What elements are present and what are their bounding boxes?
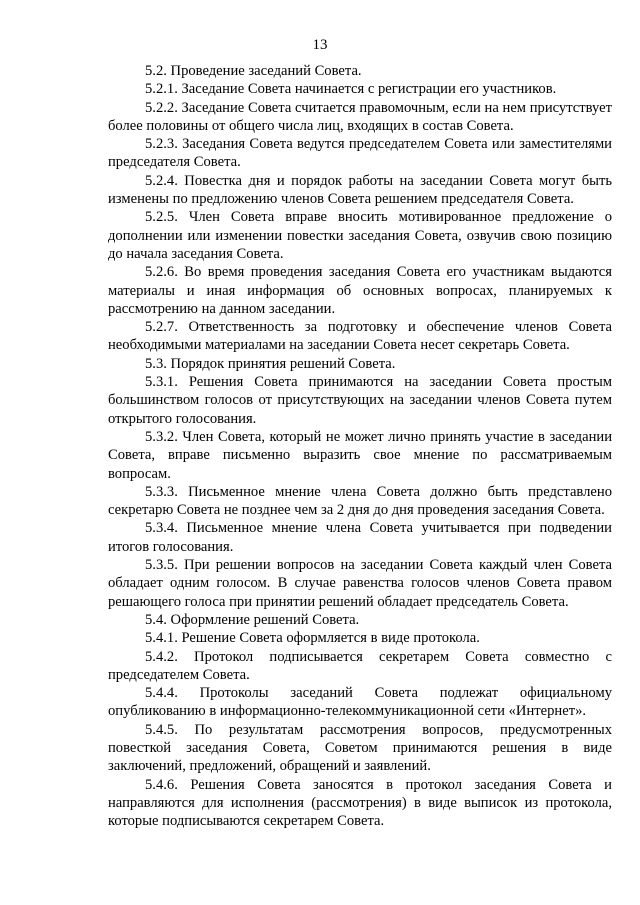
paragraph-5-2-7: 5.2.7. Ответственность за подготовку и обеспечение членов Совета необходимыми материалами на заседании Совета несет секретарь Совета. <box>108 319 612 354</box>
paragraph-5-3-1: 5.3.1. Решения Совета принимаются на заседании Совета простым большинством голосов от присутствующих на заседании членов Совета путем открытого голосования. <box>108 374 612 427</box>
paragraph-5-3-3: 5.3.3. Письменное мнение члена Совета должно быть представлено секретарю Совета не позднее чем за 2 дня до дня проведения заседания Совета. <box>108 483 612 519</box>
paragraph-5-3-5: 5.3.5. При решении вопросов на заседании Совета каждый член Совета обладает одним голосом. В случае равенства голосов членов Совета правом решающего голоса при принятии решений обладает председатель Совета. <box>108 557 612 610</box>
paragraph-5-2-4: 5.2.4. Повестка дня и порядок работы на заседании Совета могут быть изменены по предложению членов Совета решением председателя Совета. <box>108 172 612 208</box>
paragraph-5-2-6: 5.2.6. Во время проведения заседания Совета его участникам выдаются материалы и иная информация об основных вопросах, планируемых к рассмотрению на данном заседании. <box>108 264 612 317</box>
paragraph-5-4-5: 5.4.5. По результатам рассмотрения вопросов, предусмотренных повесткой заседания Совета, Советом принимаются решения в виде заключений, предложений, обращений и заявлений. <box>108 721 612 775</box>
paragraph-5-4-4: 5.4.4. Протоколы заседаний Совета подлежат официальному опубликованию в информационно-телекоммуникационной сети «Интернет». <box>108 685 612 720</box>
paragraph-5-4-1: 5.4.1. Решение Совета оформляется в виде протокола. <box>145 630 480 647</box>
paragraph-5-2-5: 5.2.5. Член Совета вправе вносить мотивированное предложение о дополнении или изменении повестки заседания Совета, озвучив свою позицию до начала заседания Совета. <box>108 209 612 262</box>
document-body <box>108 62 612 830</box>
paragraph-5-4-6: 5.4.6. Решения Совета заносятся в протокол заседания Совета и направляются для исполнения (рассмотрения) в виде выписок из протокола, которые подписываются секретарем Совета. <box>108 776 612 830</box>
paragraph-5-2-2: 5.2.2. Заседание Совета считается правомочным, если на нем присутствует более половины от общего числа лиц, входящих в состав Совета. <box>108 99 612 134</box>
paragraph-5-4-2: 5.4.2. Протокол подписывается секретарем Совета совместно с председателем Совета. <box>108 648 612 683</box>
page-number: 13 <box>312 37 328 53</box>
paragraph-5-3-4: 5.3.4. Письменное мнение члена Совета учитывается при подведении итогов голосования. <box>108 520 612 555</box>
paragraph-5-2: 5.2. Проведение заседаний Совета. <box>145 63 362 79</box>
paragraph-5-4: 5.4. Оформление решений Совета. <box>145 611 360 628</box>
paragraph-5-2-1: 5.2.1. Заседание Совета начинается с регистрации его участников. <box>145 81 557 98</box>
paragraph-5-3-2: 5.3.2. Член Совета, который не может лично принять участие в заседании Совета, вправе письменно выразить свое мнение по рассматриваемым вопросам. <box>108 428 612 482</box>
paragraph-5-2-3: 5.2.3. Заседания Совета ведутся председателем Совета или заместителями председателя Совета. <box>108 136 612 171</box>
paragraph-5-3: 5.3. Порядок принятия решений Совета. <box>145 355 396 372</box>
